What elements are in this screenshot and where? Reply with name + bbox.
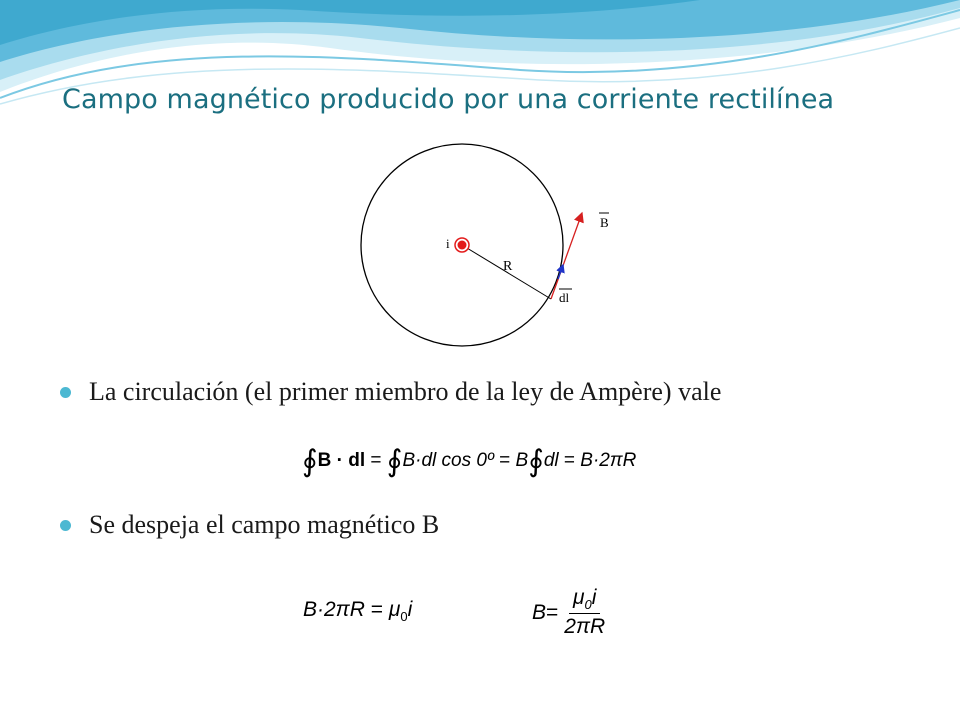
current-dot — [458, 241, 467, 250]
bullet-dot — [60, 520, 71, 531]
eq-result: B·2πR — [580, 450, 637, 471]
bullet-dot — [60, 387, 71, 398]
bullet-text: Se despeja el campo magnético B — [89, 510, 440, 539]
bullet-item-solve — [60, 509, 869, 540]
fraction-numerator: $\mu_0i$ — [569, 586, 600, 614]
bullet-text: La circulación (el primer miembro de la ley de Ampère) vale — [89, 377, 722, 406]
eq-lhs: B · dl — [317, 450, 366, 471]
ampere-equation: $B\cdot 2\pi R = \mu_0i$ — [303, 598, 413, 625]
closed-integral-symbol: ∮ — [528, 444, 544, 479]
element-label: dl — [559, 290, 570, 305]
solution-equation: B = $\frac{\mu_0i}{2\pi R}$ — [532, 586, 606, 639]
radius-label: R — [503, 259, 513, 274]
closed-integral-symbol: ∮ — [302, 444, 318, 479]
solution-fraction — [564, 586, 605, 639]
current-label: i — [446, 236, 450, 251]
bullet-item-circulation — [60, 376, 869, 407]
field-solution-equations — [300, 578, 630, 648]
current-field-diagram — [343, 139, 619, 359]
closed-integral-symbol: ∮ — [386, 444, 403, 479]
field-label: B — [600, 215, 609, 230]
field-vector-arrow — [551, 213, 582, 299]
fraction-denominator: 2πR — [564, 615, 606, 639]
circulation-equation: ∮B · dl = ∮B·dl cos 0º = B∮dl = B·2πR — [302, 444, 637, 479]
eq-middle: B·dl cos 0º — [402, 450, 494, 471]
slide-title: Campo magnético producido por una corriente rectilínea — [62, 84, 835, 115]
